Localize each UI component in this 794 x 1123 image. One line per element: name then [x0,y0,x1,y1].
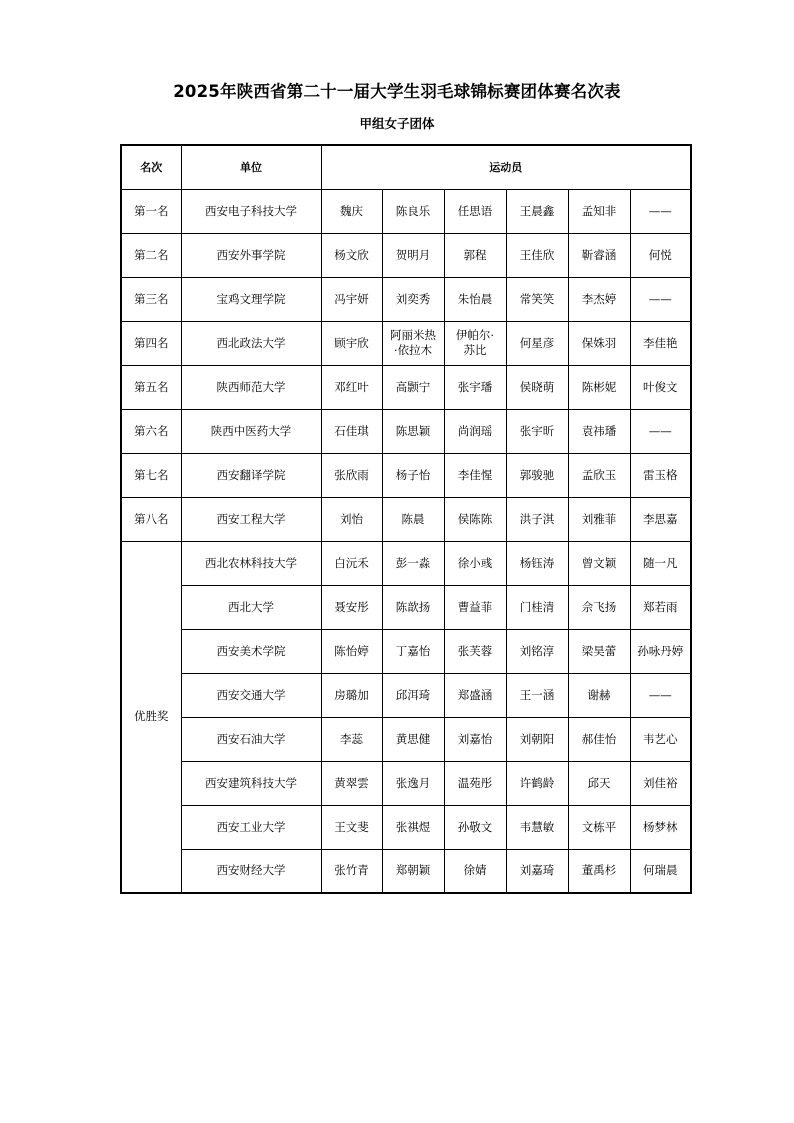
athlete-cell: —— [630,409,691,453]
rank-cell: 第二名 [121,233,181,277]
athlete-cell: 杨钰涛 [506,541,568,585]
athlete-cell: 许鹤龄 [506,761,568,805]
table-header-row [121,145,691,189]
table-body [121,189,691,893]
rank-cell: 第八名 [121,497,181,541]
table-row [121,409,691,453]
rank-cell: 第一名 [121,189,181,233]
athlete-cell: 杨梦林 [630,805,691,849]
rank-cell: 第五名 [121,365,181,409]
athlete-cell: 雷玉格 [630,453,691,497]
document-title: 2025年陕西省第二十一届大学生羽毛球锦标赛团体赛名次表 [173,82,621,101]
header-athletes: 运动员 [321,145,691,189]
athlete-cell: 彭一淼 [382,541,444,585]
table-row [121,849,691,893]
athlete-cell: 李佳艳 [630,321,691,365]
athlete-cell: 邓红叶 [321,365,382,409]
athlete-cell: 黄思健 [382,717,444,761]
athlete-cell: 刘朝阳 [506,717,568,761]
athlete-cell: 陈思颖 [382,409,444,453]
athlete-cell: 侯晓萌 [506,365,568,409]
unit-cell: 西安翻译学院 [181,453,321,497]
table-row [121,673,691,717]
athlete-cell: 孟欣玉 [568,453,630,497]
athlete-cell: 陈怡婷 [321,629,382,673]
unit-cell: 西北政法大学 [181,321,321,365]
rank-cell: 第三名 [121,277,181,321]
athlete-cell: 孙咏丹婷 [630,629,691,673]
athlete-cell: 靳睿涵 [568,233,630,277]
athlete-cell: —— [630,189,691,233]
athlete-cell: 曾文颖 [568,541,630,585]
athlete-cell: 刘怡 [321,497,382,541]
athlete-cell: 袁祎璠 [568,409,630,453]
athlete-cell: —— [630,277,691,321]
athlete-cell: 李思嘉 [630,497,691,541]
athlete-cell: 顾宇欣 [321,321,382,365]
table-row [121,629,691,673]
unit-cell: 宝鸡文理学院 [181,277,321,321]
athlete-cell: 刘嘉琦 [506,849,568,893]
athlete-cell: 张欣雨 [321,453,382,497]
unit-cell: 陕西师范大学 [181,365,321,409]
athlete-cell: 张竹青 [321,849,382,893]
athlete-cell: 陈歆扬 [382,585,444,629]
athlete-cell: 韦慧敏 [506,805,568,849]
table-row [121,585,691,629]
header-rank: 名次 [121,145,181,189]
document-subtitle: 甲组女子团体 [359,116,435,131]
header-unit: 单位 [181,145,321,189]
athlete-cell: 魏庆 [321,189,382,233]
athlete-cell: 杨文欣 [321,233,382,277]
athlete-cell: 叶俊文 [630,365,691,409]
unit-cell: 西安工程大学 [181,497,321,541]
athlete-cell: 谢赫 [568,673,630,717]
athlete-cell: 徐小彧 [444,541,506,585]
athlete-cell: 孙敬文 [444,805,506,849]
athlete-cell: 尚润瑶 [444,409,506,453]
athlete-cell: 何悦 [630,233,691,277]
unit-cell: 西安工业大学 [181,805,321,849]
unit-cell: 西安石油大学 [181,717,321,761]
table-row [121,321,691,365]
athlete-cell: 刘佳裕 [630,761,691,805]
athlete-cell: 张祺煜 [382,805,444,849]
athlete-cell: 王文斐 [321,805,382,849]
athlete-cell: 张芙蓉 [444,629,506,673]
table-row [121,453,691,497]
athlete-cell: 随一凡 [630,541,691,585]
table-row [121,805,691,849]
athlete-cell: 郑若雨 [630,585,691,629]
athlete-cell: 李杰婷 [568,277,630,321]
rank-cell: 第四名 [121,321,181,365]
athlete-cell: 白沅禾 [321,541,382,585]
table-row [121,497,691,541]
athlete-cell: 佘飞扬 [568,585,630,629]
athlete-cell: 张宇昕 [506,409,568,453]
unit-cell: 西安美术学院 [181,629,321,673]
athlete-cell: 文栋平 [568,805,630,849]
athlete-cell: 梁昊蕾 [568,629,630,673]
athlete-cell: 杨子怡 [382,453,444,497]
athlete-cell: 洪子淇 [506,497,568,541]
ranking-table [120,144,692,894]
athlete-cell: 郑朝颖 [382,849,444,893]
athlete-cell: 伊帕尔· 苏比 [444,321,506,365]
athlete-cell: 孟知非 [568,189,630,233]
table-row [121,761,691,805]
athlete-cell: 朱怡晨 [444,277,506,321]
athlete-cell: 曹益菲 [444,585,506,629]
athlete-cell: 门桂清 [506,585,568,629]
athlete-cell: 石佳琪 [321,409,382,453]
athlete-cell: 丁嘉怡 [382,629,444,673]
athlete-cell: 高颢宁 [382,365,444,409]
athlete-cell: 李蕊 [321,717,382,761]
athlete-cell: 郭骏驰 [506,453,568,497]
unit-cell: 西安交通大学 [181,673,321,717]
athlete-cell: 保姝羽 [568,321,630,365]
athlete-cell: 冯宇妍 [321,277,382,321]
athlete-cell: 郭程 [444,233,506,277]
athlete-cell: 郑盛涵 [444,673,506,717]
unit-cell: 陕西中医药大学 [181,409,321,453]
athlete-cell: 韦艺心 [630,717,691,761]
athlete-cell: 刘嘉怡 [444,717,506,761]
table-row [121,189,691,233]
athlete-cell: 房璐加 [321,673,382,717]
athlete-cell: 邱洱琦 [382,673,444,717]
athlete-cell: 陈良乐 [382,189,444,233]
athlete-cell: —— [630,673,691,717]
excellence-award-label: 优胜奖 [121,541,181,893]
athlete-cell: 黄翠雲 [321,761,382,805]
athlete-cell: 侯陈陈 [444,497,506,541]
rank-cell: 第六名 [121,409,181,453]
athlete-cell: 王一涵 [506,673,568,717]
table-row [121,365,691,409]
athlete-cell: 董禹杉 [568,849,630,893]
athlete-cell: 张逸月 [382,761,444,805]
athlete-cell: 刘雅菲 [568,497,630,541]
unit-cell: 西安电子科技大学 [181,189,321,233]
unit-cell: 西安财经大学 [181,849,321,893]
table-row [121,717,691,761]
table-row [121,277,691,321]
unit-cell: 西北大学 [181,585,321,629]
athlete-cell: 阿丽米热 ·依拉木 [382,321,444,365]
athlete-cell: 王佳欣 [506,233,568,277]
athlete-cell: 任思语 [444,189,506,233]
table-row [121,233,691,277]
athlete-cell: 郝佳怡 [568,717,630,761]
unit-cell: 西北农林科技大学 [181,541,321,585]
athlete-cell: 温苑彤 [444,761,506,805]
rank-cell: 第七名 [121,453,181,497]
athlete-cell: 刘铭淳 [506,629,568,673]
unit-cell: 西安外事学院 [181,233,321,277]
table-row [121,541,691,585]
athlete-cell: 何星彦 [506,321,568,365]
athlete-cell: 贺明月 [382,233,444,277]
athlete-cell: 陈彬妮 [568,365,630,409]
athlete-cell: 何瑞晨 [630,849,691,893]
unit-cell: 西安建筑科技大学 [181,761,321,805]
athlete-cell: 王晨鑫 [506,189,568,233]
athlete-cell: 陈晨 [382,497,444,541]
athlete-cell: 聂安彤 [321,585,382,629]
athlete-cell: 李佳惺 [444,453,506,497]
athlete-cell: 常笑笑 [506,277,568,321]
athlete-cell: 刘奕秀 [382,277,444,321]
athlete-cell: 徐婧 [444,849,506,893]
athlete-cell: 张宇璠 [444,365,506,409]
athlete-cell: 邱天 [568,761,630,805]
